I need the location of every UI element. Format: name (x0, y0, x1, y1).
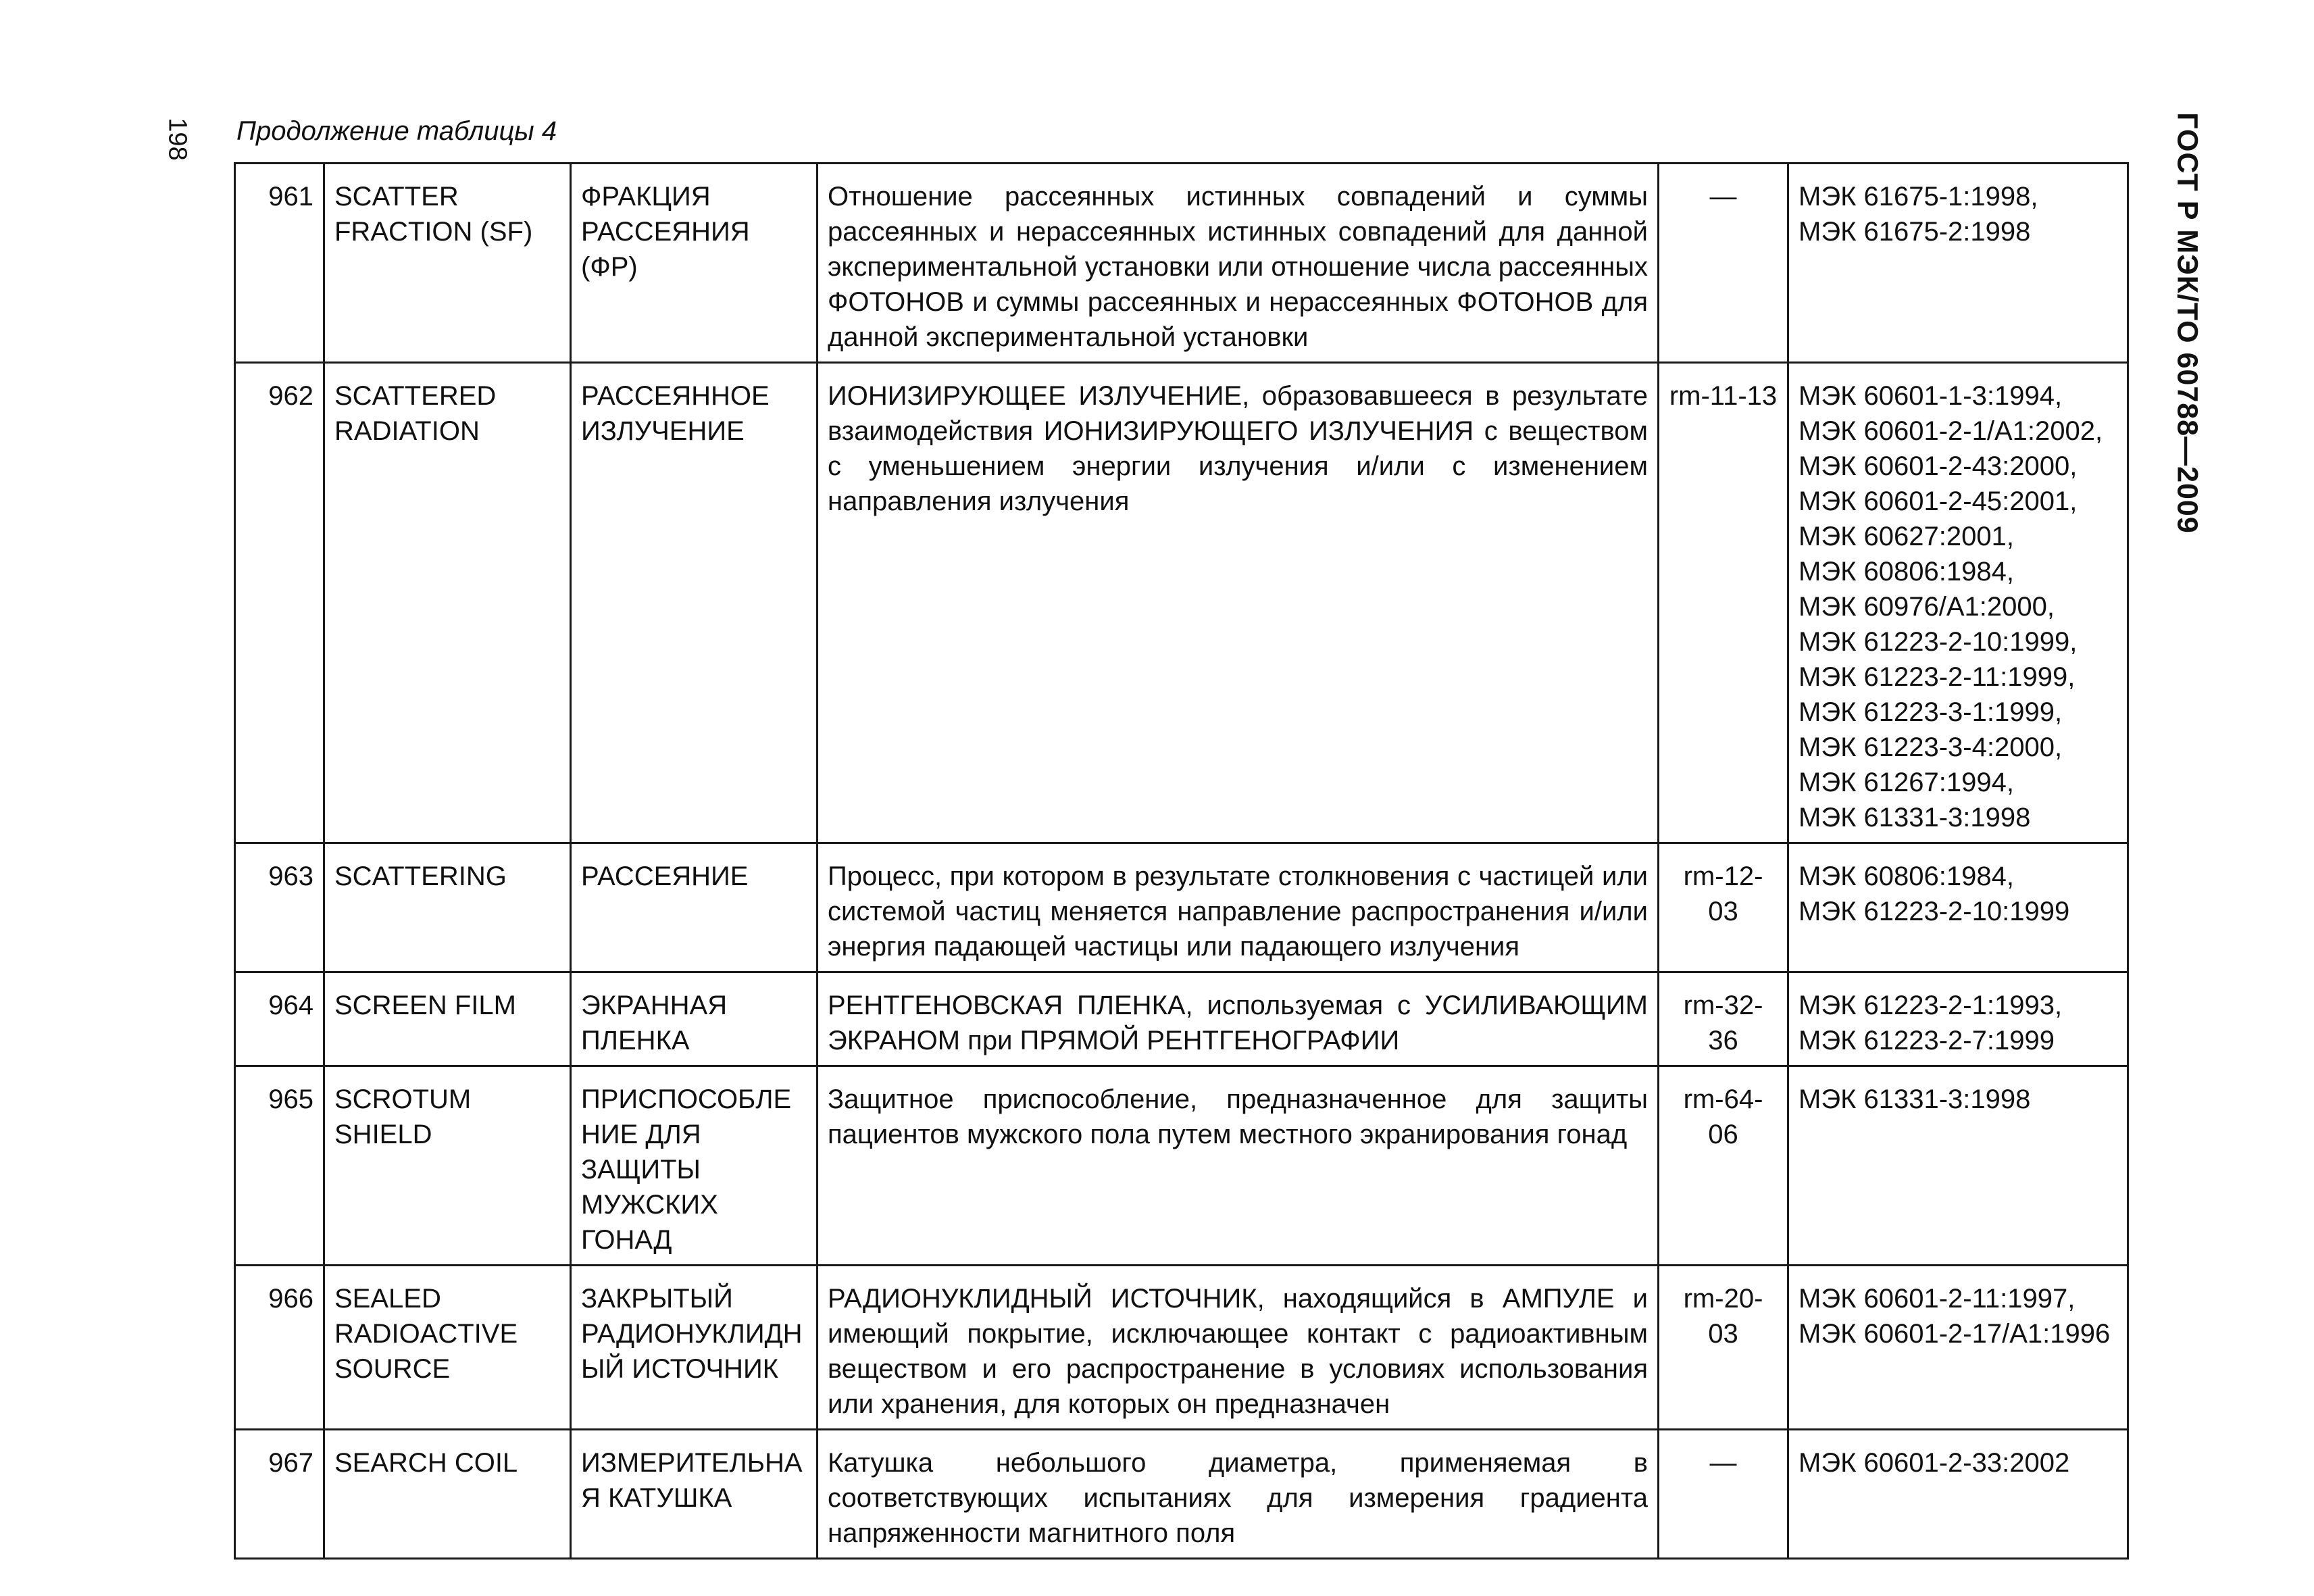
term-number: 962 (235, 363, 324, 843)
reference-item: МЭК 60806:1984, (1799, 862, 2014, 891)
term-definition: Катушка небольшого диаметра, применяемая в соответствующих испытаниях для измерения градиента напряженности магнитного поля (818, 1430, 1659, 1559)
term-russian: РАССЕЯННОЕ ИЗЛУЧЕНИЕ (571, 363, 818, 843)
reference-item: МЭК 60601-2-17/А1:1996 (1799, 1319, 2111, 1349)
term-definition: РАДИОНУКЛИДНЫЙ ИСТОЧНИК, находящийся в АМПУЛЕ и имеющий покрытие, исключающее контакт с радиоактивным веществом и его распространение в условиях использования или хранения, для которых он предназначен (818, 1266, 1659, 1430)
reference-item: МЭК 61223-3-1:1999, (1799, 697, 2063, 727)
reference-item: МЭК 60976/А1:2000, (1799, 592, 2055, 622)
reference-item: МЭК 61223-2-7:1999 (1799, 1026, 2055, 1055)
term-references (1788, 1066, 2128, 1266)
document-code: ГОСТ Р МЭК/ТО 60788—2009 (2171, 112, 2204, 534)
term-english: SCATTERING (324, 843, 571, 972)
term-english: SCATTERED RADIATION (324, 363, 571, 843)
term-russian: ФРАКЦИЯ РАССЕЯНИЯ (ФР) (571, 164, 818, 363)
term-references (1788, 164, 2128, 363)
table-row (235, 1266, 2128, 1430)
term-definition: РЕНТГЕНОВСКАЯ ПЛЕНКА, используемая с УСИЛИВАЮЩИМ ЭКРАНОМ при ПРЯМОЙ РЕНТГЕНОГРАФИИ (818, 972, 1659, 1066)
terms-table (234, 162, 2129, 1560)
reference-item: МЭК 61223-2-1:1993, (1799, 991, 2063, 1020)
reference-item: МЭК 60806:1984, (1799, 557, 2014, 587)
reference-item: МЭК 60601-2-45:2001, (1799, 487, 2078, 516)
terms-table-body (235, 164, 2128, 1559)
term-russian: РАССЕЯНИЕ (571, 843, 818, 972)
reference-item: МЭК 61223-2-11:1999, (1799, 662, 2076, 692)
term-definition: Процесс, при котором в результате столкновения с частицей или системой частиц меняется направление распространения и/или энергия падающей частицы или падающего излучения (818, 843, 1659, 972)
reference-item: МЭК 61223-2-10:1999 (1799, 897, 2070, 926)
term-number: 966 (235, 1266, 324, 1430)
reference-item: МЭК 60601-2-33:2002 (1799, 1448, 2070, 1478)
term-code: rm-64-06 (1659, 1066, 1788, 1266)
term-references (1788, 843, 2128, 972)
table-row (235, 843, 2128, 972)
table-row (235, 972, 2128, 1066)
table-row (235, 1430, 2128, 1559)
reference-item: МЭК 60627:2001, (1799, 522, 2014, 551)
reference-item: МЭК 60601-2-1/А1:2002, (1799, 416, 2103, 446)
term-english: SCREEN FILM (324, 972, 571, 1066)
term-russian: ПРИСПОСОБЛЕНИЕ ДЛЯ ЗАЩИТЫ МУЖСКИХ ГОНАД (571, 1066, 818, 1266)
table-row (235, 363, 2128, 843)
reference-item: МЭК 61223-3-4:2000, (1799, 732, 2063, 762)
term-russian: ЗАКРЫТЫЙ РАДИОНУКЛИДНЫЙ ИСТОЧНИК (571, 1266, 818, 1430)
term-code: rm-11-13 (1659, 363, 1788, 843)
term-russian: ИЗМЕРИТЕЛЬНАЯ КАТУШКА (571, 1430, 818, 1559)
reference-item: МЭК 61675-2:1998 (1799, 217, 2031, 247)
page-number: 198 (163, 118, 192, 161)
table-row (235, 164, 2128, 363)
term-english: SCATTER FRACTION (SF) (324, 164, 571, 363)
term-code: — (1659, 1430, 1788, 1559)
term-russian: ЭКРАННАЯ ПЛЕНКА (571, 972, 818, 1066)
term-references (1788, 363, 2128, 843)
table-row (235, 1066, 2128, 1266)
term-definition: Отношение рассеянных истинных совпадений и суммы рассеянных и нерассеянных истинных совпадений для данной экспериментальной установки или отношение числа рассеянных ФОТОНОВ и суммы рассеянных и нерассеянных ФОТОНОВ для данной экспериментальной установки (818, 164, 1659, 363)
term-english: SEALED RADIOACTIVE SOURCE (324, 1266, 571, 1430)
reference-item: МЭК 61223-2-10:1999, (1799, 627, 2078, 657)
term-english: SCROTUM SHIELD (324, 1066, 571, 1266)
term-number: 963 (235, 843, 324, 972)
reference-item: МЭК 61675-1:1998, (1799, 182, 2038, 211)
term-references (1788, 1266, 2128, 1430)
term-number: 964 (235, 972, 324, 1066)
term-english: SEARCH COIL (324, 1430, 571, 1559)
reference-item: МЭК 61331-3:1998 (1799, 803, 2031, 832)
term-number: 965 (235, 1066, 324, 1266)
reference-item: МЭК 61331-3:1998 (1799, 1084, 2031, 1114)
term-code: rm-32-36 (1659, 972, 1788, 1066)
reference-item: МЭК 60601-2-43:2000, (1799, 451, 2078, 481)
reference-item: МЭК 61267:1994, (1799, 768, 2014, 797)
table-caption: Продолжение таблицы 4 (236, 116, 557, 146)
reference-item: МЭК 60601-1-3:1994, (1799, 381, 2063, 411)
term-definition: ИОНИЗИРУЮЩЕЕ ИЗЛУЧЕНИЕ, образовавшееся в результате взаимодействия ИОНИЗИРУЮЩЕГО ИЗЛУЧЕНИЯ с веществом с уменьшением энергии излучения и/или с изменением направления излучения (818, 363, 1659, 843)
reference-item: МЭК 60601-2-11:1997, (1799, 1284, 2076, 1314)
term-references (1788, 1430, 2128, 1559)
term-code: — (1659, 164, 1788, 363)
term-number: 967 (235, 1430, 324, 1559)
term-code: rm-20-03 (1659, 1266, 1788, 1430)
term-references (1788, 972, 2128, 1066)
term-definition: Защитное приспособление, предназначенное для защиты пациентов мужского пола путем местного экранирования гонад (818, 1066, 1659, 1266)
term-code: rm-12-03 (1659, 843, 1788, 972)
term-number: 961 (235, 164, 324, 363)
